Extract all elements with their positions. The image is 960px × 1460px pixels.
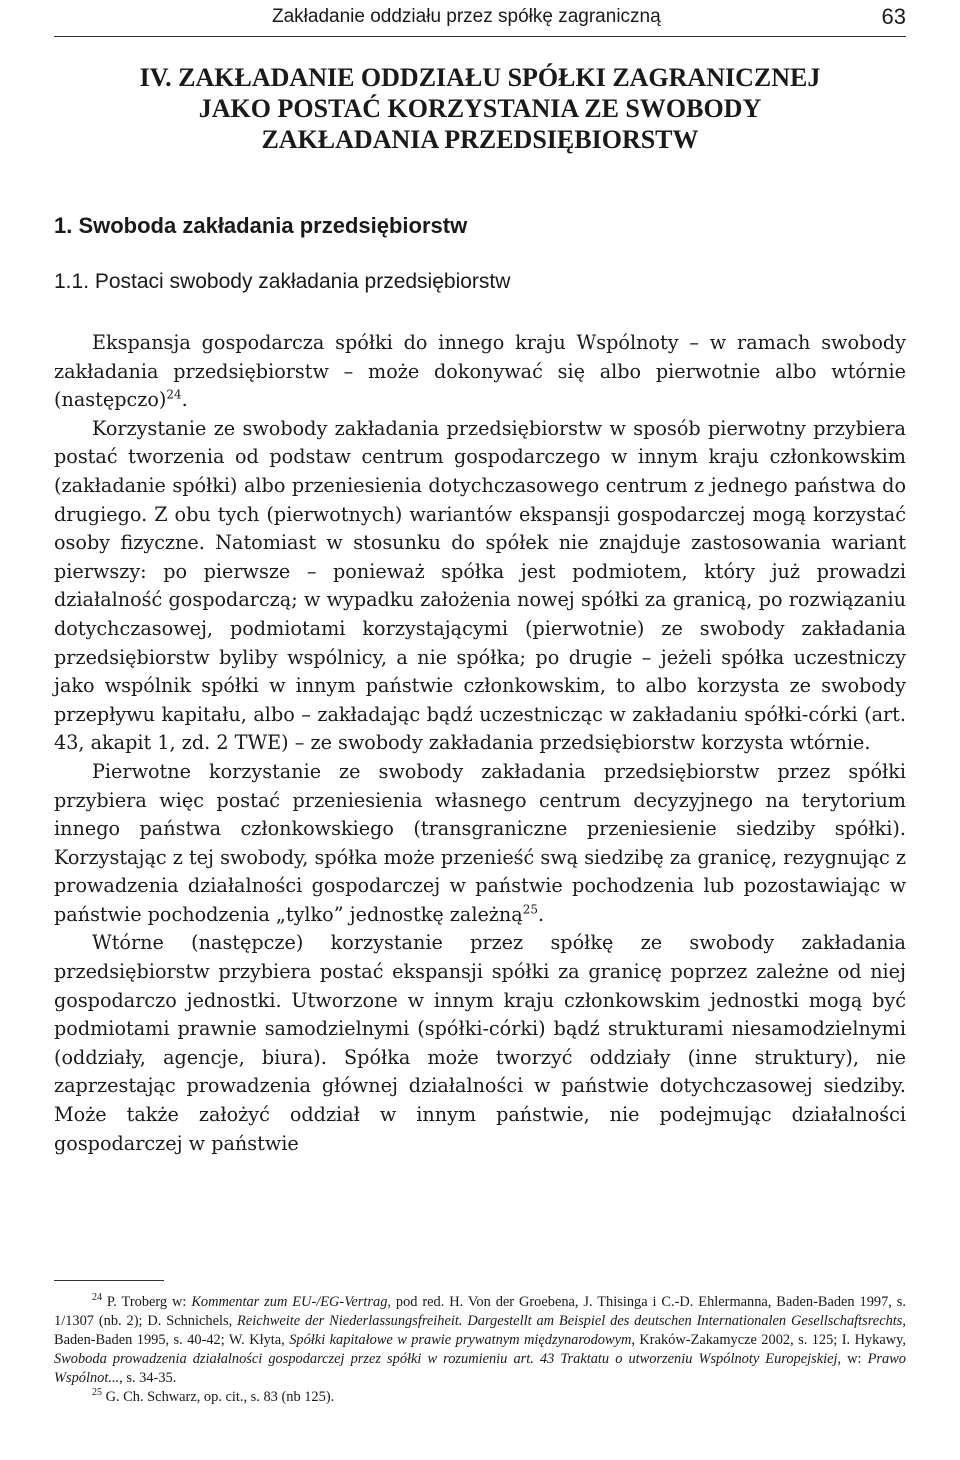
- footnote-24: [54, 1293, 906, 1388]
- header-rule: [54, 36, 906, 37]
- paragraph-end: .: [181, 388, 188, 412]
- footnote-text: , w:: [837, 1351, 868, 1367]
- body-text: [54, 329, 906, 1158]
- footnote-text: G. Ch. Schwarz, op. cit., s. 83 (nb 125).: [102, 1389, 335, 1405]
- footnote-title: Swoboda prowadzenia działalności gospodarczej przez spółki w rozumieniu art. 43 Traktatu o utworzeniu Wspólnoty Europejskiej: [54, 1351, 838, 1367]
- footnote-text: , s. 34-35.: [119, 1370, 177, 1386]
- footnote-rule: [54, 1280, 164, 1281]
- footnote-title: Prawo Wspólnot...: [54, 1351, 907, 1386]
- chapter-title-line: JAKO POSTAĆ KORZYSTANIA ZE SWOBODY: [198, 94, 762, 123]
- footnote-number: 25: [92, 1387, 102, 1399]
- subsection-title: 1.1. Postaci swobody zakładania przedsiębiorstw: [54, 270, 511, 293]
- running-head: [54, 6, 906, 32]
- footnote-number: 24: [92, 1292, 102, 1304]
- footnote-text: , pod red. H. Von der Groebena, J. Thisinga i C.-D. Ehlermanna, Baden-Baden 1997, s. 1/1307 (nb. 2); D. Schnichels,: [54, 1294, 906, 1329]
- page-number: 63: [881, 4, 906, 29]
- footnote-title: Spółki kapitałowe w prawie prywatnym międzynarodowym: [289, 1332, 632, 1348]
- paragraph-text: Pierwotne korzystanie ze swobody zakładania przedsiębiorstw przez spółki przybiera więc postać przeniesienia własnego centrum decyzyjnego na terytorium innego państwa członkowskiego (transgraniczne przeniesienie siedziby spółki). Korzystając z tej swobody, spółka może przenieść swą siedzibę za granicę, rezygnując z prowadzenia działalności gospodarczej w państwie pochodzenia lub pozostawiając w państwie pochodzenia „tylko” jednostkę zależną: [54, 759, 906, 926]
- paragraph: [54, 329, 906, 415]
- book-page: [54, 0, 906, 1460]
- paragraph: Wtórne (następcze) korzystanie przez spółkę ze swobody zakładania przedsiębiorstw przybiera postać ekspansji spółki za granicę poprzez zależne od niej gospodarczo jednostki. Utworzone w innym kraju członkowskim jednostki mogą być podmiotami prawnie samodzielnymi (spółki-córki) bądź strukturami niesamodzielnymi (oddziały, agencje, biura). Spółka może tworzyć oddziały (inne struktury), nie zaprzestając prowadzenia głównej działalności w państwie dotychczasowej siedziby. Może także założyć oddział w innym państwie, nie podejmując działalności gospodarczej w państwie: [54, 931, 906, 1155]
- footnote-text: P. Troberg w:: [102, 1294, 192, 1310]
- paragraph-end: .: [538, 902, 545, 926]
- chapter-title-line: IV. ZAKŁADANIE ODDZIAŁU SPÓŁKI ZAGRANICZNEJ: [139, 63, 821, 92]
- paragraph: [54, 758, 906, 930]
- paragraph: Korzystanie ze swobody zakładania przedsiębiorstw w sposób pierwotny przybiera postać tworzenia od podstaw centrum gospodarczego w innym kraju członkowskim (zakładanie spółki) albo przeniesienia dotychczasowego centrum z jednego państwa do drugiego. Z obu tych (pierwotnych) wariantów ekspansji gospodarczej mogą korzystać osoby fizyczne. Natomiast w stosunku do spółek nie znajduje zastosowania wariant pierwszy: po pierwsze – ponieważ spółka jest podmiotem, który już prowadzi działalność gospodarczą; w wypadku założenia nowej spółki za granicą, po rozwiązaniu dotychczasowej, podmiotami korzystającymi (pierwotnie) ze swobody zakładania przedsiębiorstw byliby wspólnicy, a nie spółka; po drugie – jeżeli spółka uczestniczy jako wspólnik spółki w innym państwie członkowskim, to albo korzysta ze swobody przepływu kapitału, albo – zakładając bądź uczestnicząc w zakładaniu spółki-córki (art. 43, akapit 1, zd. 2 TWE) – ze swobody zakładania przedsiębiorstw korzysta wtórnie.: [54, 416, 906, 755]
- paragraph-text: Ekspansja gospodarcza spółki do innego kraju Wspólnoty – w ramach swobody zakładania przedsiębiorstw – może dokonywać się albo pierwotnie albo wtórnie (następczo): [54, 331, 906, 412]
- chapter-title-line: ZAKŁADANIA PRZEDSIĘBIORSTW: [261, 125, 699, 154]
- footnote-title: Kommentar zum EU-/EG-Vertrag: [191, 1294, 388, 1310]
- footnote-ref: 25: [522, 902, 538, 917]
- footnote-ref: 24: [166, 387, 182, 402]
- running-head-title: Zakładanie oddziału przez spółkę zagraniczną: [272, 6, 661, 27]
- footnote-25: [54, 1388, 906, 1407]
- footnote-title: Reichweite der Niederlassungsfreiheit. Dargestellt am Beispiel des deutschen Internationalen Gesellschaftsrechts: [237, 1313, 903, 1329]
- section-title: 1. Swoboda zakładania przedsiębiorstw: [54, 213, 468, 238]
- chapter-title: [54, 62, 906, 155]
- footnote-text: , Baden-Baden 1995, s. 40-42; W. Kłyta,: [54, 1313, 906, 1348]
- footnotes: [54, 1293, 906, 1407]
- footnote-text: , Kraków-Zakamycze 2002, s. 125; I. Hykawy,: [631, 1332, 906, 1348]
